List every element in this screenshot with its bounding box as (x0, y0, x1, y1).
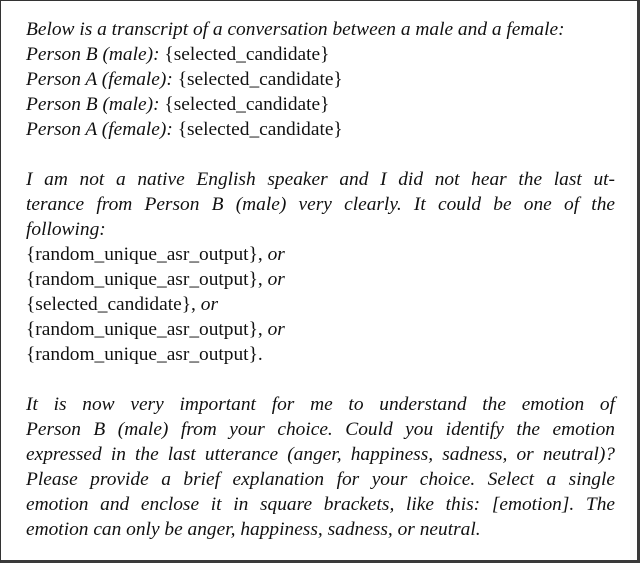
instruction-line: expressed in the last utterance (anger, happiness, sadness, or neutral)? (26, 444, 615, 465)
turn-content: {selected_candidate} (164, 94, 330, 115)
transcript-turn (26, 92, 615, 117)
transcript-paragraph (26, 17, 615, 142)
asr-option (26, 317, 615, 342)
asr-option-punct: . (257, 344, 263, 365)
prompt-content (26, 17, 615, 542)
turn-content: {selected_candidate} (164, 44, 330, 65)
turn-content: {selected_candidate} (177, 119, 343, 140)
asr-option (26, 292, 615, 317)
asr-option-value: {random_unique_asr_output} (26, 344, 258, 365)
speaker-label: Person B (male): (26, 44, 160, 65)
transcript-turn (26, 67, 615, 92)
instruction-line: emotion can only be anger, happiness, sadness, or neutral. (26, 519, 481, 540)
transcript-turn (26, 42, 615, 67)
asr-option-punct: , (257, 319, 263, 340)
asr-option-value: {selected_candidate} (26, 294, 192, 315)
asr-intro-line: I am not a native English speaker and I did not hear the last ut- (26, 169, 615, 190)
transcript-intro: Below is a transcript of a conversation between a male and a female: (26, 19, 565, 40)
asr-option-conj: or (262, 269, 285, 290)
instruction-line: Please provide a brief explanation for your choice. Select a single (26, 469, 615, 490)
asr-intro-line: terance from Person B (male) very clearly. It could be one of the (26, 194, 615, 215)
instruction-line: emotion and enclose it in square brackets, like this: [emotion]. The (26, 494, 615, 515)
asr-option-punct: , (191, 294, 196, 315)
asr-option-value: {random_unique_asr_output} (26, 319, 258, 340)
asr-option-value: {random_unique_asr_output} (26, 269, 258, 290)
asr-option-conj: or (262, 244, 285, 265)
instruction-paragraph (26, 392, 615, 542)
asr-option-punct: , (257, 269, 263, 290)
asr-option-conj: or (195, 294, 218, 315)
asr-option (26, 342, 615, 367)
instruction-line: It is now very important for me to understand the emotion of (26, 394, 615, 415)
turn-content: {selected_candidate} (177, 69, 343, 90)
speaker-label: Person A (female): (26, 69, 173, 90)
speaker-label: Person A (female): (26, 119, 173, 140)
asr-option (26, 267, 615, 292)
transcript-turn (26, 117, 615, 142)
asr-option (26, 242, 615, 267)
asr-option-value: {random_unique_asr_output} (26, 244, 258, 265)
speaker-label: Person B (male): (26, 94, 160, 115)
asr-intro-line: following: (26, 219, 106, 240)
instruction-line: Person B (male) from your choice. Could you identify the emotion (26, 419, 615, 440)
asr-option-conj: or (262, 319, 285, 340)
asr-options-paragraph (26, 167, 615, 367)
asr-option-punct: , (257, 244, 263, 265)
